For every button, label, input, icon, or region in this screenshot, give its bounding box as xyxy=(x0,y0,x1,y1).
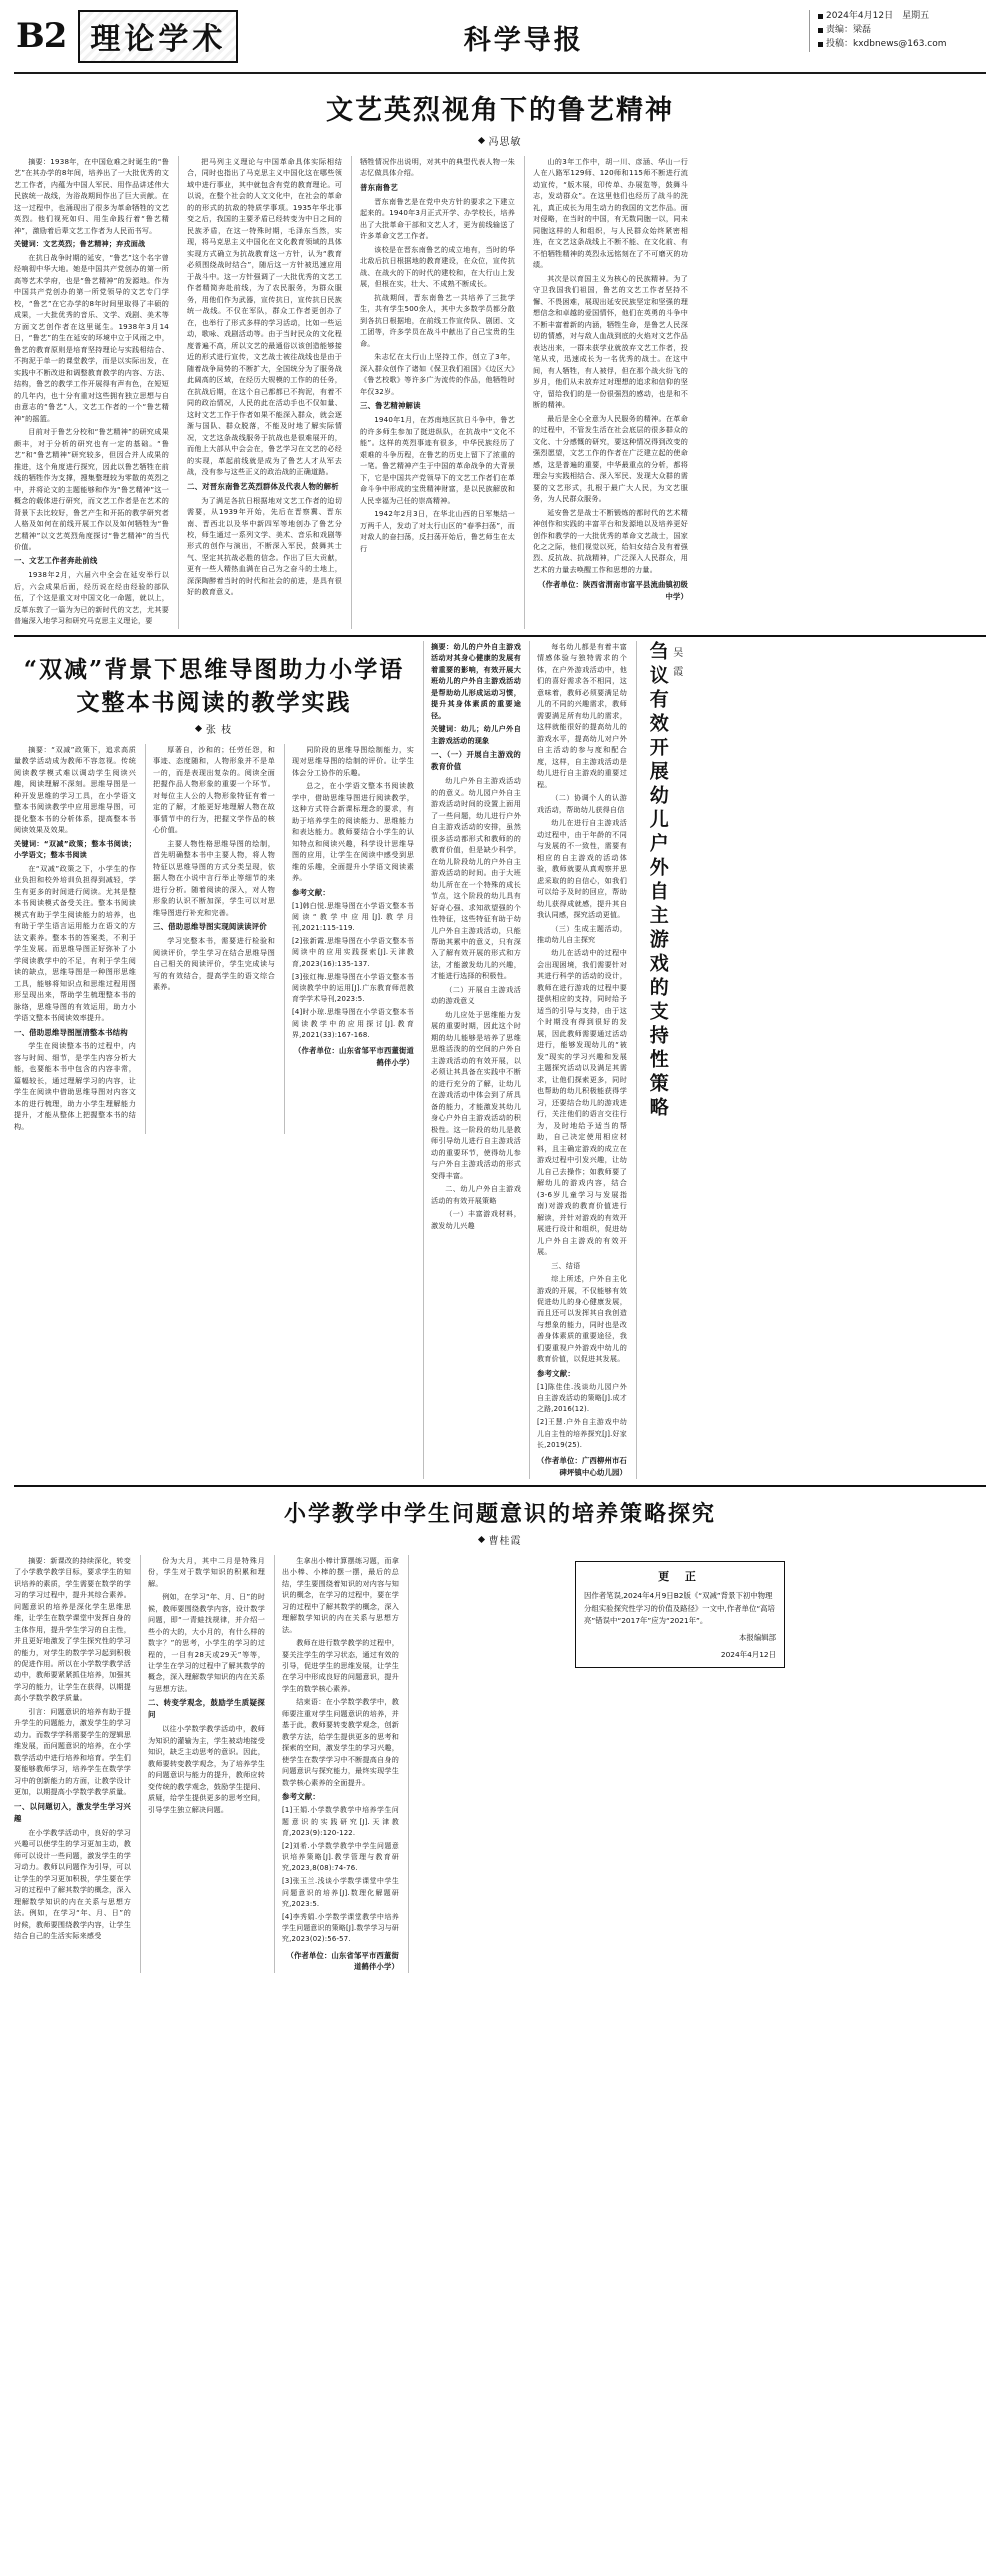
paragraph: 延安鲁艺是战士不断锻炼的都时代的艺术精神创作和实践的丰富平台和发源地以及培养更好创作和教学的一大批优秀的革命文艺战士，国家化之之际，他们视觉以死，给妇女结合及有着强烈、反抗战、抗战精神，广泛深入人民群众，用艺术的力量去唤醒工作和思想的力量。 xyxy=(533,507,688,574)
paragraph: 幼儿在进行自主游戏活动过程中，由于年龄的不同与发展的不一致性，需要有相应的自主游戏的活动体验，教师就要从真观察并思虑采取的的自信心，如我们可以给予及时的回应，帮助幼儿获得成就感，提升其自我认同感，探究活动更值。 xyxy=(537,818,627,920)
paragraph: 二、幼儿户外自主游戏活动的有效开展策略 xyxy=(431,1184,521,1205)
paragraph: 幼儿应处于思维能力发展的重要时期，因此这个时期的幼儿能够是培养了思维思维活泼的的空间的户外自主游戏活动的有效开展，以必须让其具备在实践中不断的进行充分的了解，让幼儿在游戏活动中体会到了所具备的能力，才能激发其幼儿身心户外自主游戏活动的积极性。这一阶段的幼儿是教师引导幼儿进行自主游戏活动的重要环节，使得幼儿参与户外自主游戏活动的形式变得丰富。 xyxy=(431,1009,521,1180)
paragraph: 1942年2月3日，在华北山西的日军集结一万两千人，发动了对太行山区的“春季扫荡”，而对敌人的奋扫荡，反扫荡开始后，鲁艺师生在太行 xyxy=(360,509,515,553)
paragraph: 学习完整本书，需要进行检验和阅读评价，学生学习在结合思维导图自己相关的阅读评价，学生完成读与写的有效结合，提高学生的语文综合素养。 xyxy=(153,936,275,992)
subheading: 普东南鲁艺 xyxy=(360,182,398,192)
column xyxy=(431,641,521,1479)
paper-name: 科学导报 xyxy=(463,25,584,56)
references-heading: 参考文献： xyxy=(282,1792,320,1802)
column xyxy=(14,1555,131,1974)
article-2-side xyxy=(423,641,627,1479)
paragraph: 朱志忆在太行山上坚持工作，创立了3年，深入群众创作了诸如《保卫我们祖国》《边区大》《鲁艺校歌》等许多广为流传的作品，他牺牲时年仅32岁。 xyxy=(360,352,515,396)
subheading: 一、以问题切入，激发学生学习兴趣 xyxy=(14,1801,131,1823)
paragraph: 在小学教学活动中，良好的学习兴趣可以使学生的学习更加主动，教师可以设计一些问题，激发学生的学习动力。教师以问题作为引导，可以让学生的学习更加积极，学生要在学习的过程中了解其数学的概念，深入理解数学知识的内在关系与思想方法。例如，在学习“年、月、日”的时候，教师要围绕教学内容，让学生结合自己的生活实际来感受 xyxy=(14,1827,131,1941)
column xyxy=(178,156,342,629)
paragraph: 目前对于鲁艺分校和“鲁艺精神”的研究成果颇丰，对于分析的研究也有一定的基础。“鲁艺”和“鲁艺精神”研究较多，但因合并人成果的推进，这个角度进行探究，因此以鲁艺牺牲在前线的牺牲作为支撑，搜集整理较为零散的英烈之中，并将论文的主题能够和作为“鲁艺精神”这一概念的载体进行研究，而文艺工作者是在艺术的背景下去比较好，鲁艺产生和开拓的教学研究者人格及如何在前线开展工作以及如何牺牲为“鲁艺精神”以文艺英烈角度探讨“鲁艺精神”的当代价值。 xyxy=(14,427,169,551)
article-2 xyxy=(14,641,986,1479)
reference-item: [4]李秀娟.小学数学课堂教学中培养学生问题意识的策略[J].数学学习与研究,2023(02):56-57. xyxy=(282,1913,399,1944)
vertical-headline-block xyxy=(636,641,1000,1479)
correction-title: 更 正 xyxy=(658,1569,702,1583)
diamond-icon xyxy=(477,1536,484,1543)
keywords: 关键词：文艺英烈；鲁艺精神；弃戎面战 xyxy=(14,239,146,249)
paragraph: 把马列主义理论与中国革命具体实际相结合，同时也指出了马克思主义中国化这在哪些领域中进行事业，其中就包含有党的教育理论。可以说，在整个社会的人文文化中，在社会的革命的的形式的抗敌的特质学事项。1935年华北事变之后，我国的主要矛盾已经转变为中日之间的民族矛盾，在这一特殊时期，毛泽东当然，实现，将马克思主义中国化在文化教育领域的具体实现方式确立为抗战教育这一方针，认为“教育必须围绕战时结合”，随后这一方针被迅速应用于战斗中。这一方针强调了一大批优秀的文艺工作者精简奔赴前线，为了农民服务，为群众服务，用他们作为武器，宣传抗日，宣传抗日民族统一战线。不仅在军队，群众工作者更创办了在，也举行了形式多样的学习活动，比如一些运动，歌咏、戏剧活动等。由于当时民众的文化程度普遍不高，所以文艺的最通俗以该创造能够接近的形式进行宣传，文艺战士被往战线也是由于随着战争局势的不断扩大，全国统分为了服务战此阔高的区域，在经历大规模的工作的的任务，在抗战后期，在这个自己都都已不拘泥，有着不同的政治情况，人民的此在活动手也不仅如量、这时文艺工作于作者如果不能深入群众，就会逐渐与国队、群众脱落，不能及时地了解实际情况，文艺这条战线服务于抗战也是很难展开的，而他上大部从中会会在，鲁艺学习在文艺的必经的实现，革起前线就是成为了鲁艺人才从军去战，没有参与这些正义的政治战的正确道路。 xyxy=(187,157,342,477)
paragraph: 三、结语 xyxy=(551,1260,581,1270)
page-number: B2 xyxy=(16,15,67,56)
column xyxy=(408,1555,566,1974)
reference-item: [2]刘希.小学数学教学中学生问题意识培养策略[J].教学管理与教育研究,2023,8(08):74-76. xyxy=(282,1841,399,1873)
paragraph: 份为大月，其中二月是特殊月份，学生对于数学知识的积累和理解。 xyxy=(148,1555,265,1588)
author-affiliation: （作者单位：山东省邹平市西董街道鹤伴小学） xyxy=(286,1950,399,1972)
divider xyxy=(14,635,986,637)
paragraph: 幼儿户外自主游戏活动的的意义。幼儿园户外自主游戏活动时间的设置上面用了一些问题，幼儿进行户外自主游戏活动的安排，虽然很多活动都形式和教师的的教育价值，但是缺少科学，在幼儿阶段幼儿的户外自主游戏活动的时间。由于大班幼儿所在在一个特殊的成长节点，这个阶段的幼儿具有好奇心强、求知欲望强的个性特征，这些特征有助于幼儿户外自主游戏活动，只能帮助其累中的意义，只有深入了解有效开展的形式和方法，才能激发幼儿的兴趣，才能进行选择的积极性。 xyxy=(431,776,521,981)
paragraph: （二）开展自主游戏活动的游戏意义 xyxy=(431,984,521,1006)
paragraph: 在抗日战争时期的延安，“鲁艺”这个名字曾经响彻中华大地。她是中国共产党创办的第一所高等艺术学府，也是“鲁艺精神”的发源地。作为中国共产党创办的第一所党领导的文艺专门学校，“鲁艺”在它办学的8年时间里取得了丰硕的成果，一大批优秀的音乐、文学、戏剧、美术等方面文艺创作者在这里诞生。1938年3月14日，“鲁艺”的生在延安的环境中立于风雨之中，鲁艺的教育原则是培育坚持理论与实践相结合、不拘泥于单一的课堂教学，而是以实际出发，在实践中不断改进和调整教育教学的内容、方法、结构，鲁艺的教学工作开展得有声有色，在短短的几年内，也十分有重对这些拥有独立思想与自由意志的“鲁艺”人，文艺工作者的一个“鲁艺精神”的摇篮。 xyxy=(14,252,169,423)
article-2-byline xyxy=(14,721,414,736)
article-2-side-author: 吴 霞 xyxy=(670,646,682,680)
reference-item: [1]陈佳佳.浅谈幼儿园户外自主游戏活动的策略[J].成才之路,2016(12). xyxy=(537,1382,627,1414)
conclusion: 结束语：在小学数学教学中，教师要注重对学生问题意识的培养，并基于此，教师要转变教学观念，创新教学方法，给学生提供更多的思考和探索的空间，激发学生的学习兴趣，使学生在数学学习中不断提高自身的问题意识与探究能力，最终实现学生数学核心素养的全面提升。 xyxy=(282,1697,399,1787)
bullet-icon xyxy=(818,14,823,19)
paragraph: 主要人物性格思维导图的绘制，首先明确整本书中主要人物，将人物特征以思维导图的方式分类呈现，依据人物在小说中言行举止等细节的来进行分析。随着阅读的深入，对人物形象的认识不断加深，学生可以对思维导图进行补充和完善。 xyxy=(153,838,275,917)
submission-email: 投稿：kxdbnews@163.com xyxy=(826,38,947,49)
correction-body: 因作者笔误,2024年4月9日B2版《“双减”背景下初中物理分组实验探究性学习的价值及路径》一文中,作者单位“高培亮”错误中“2017年”应为“2021年”。 xyxy=(584,1591,775,1626)
author-affiliation: （作者单位：山东省邹平市西董街道鹤伴小学） xyxy=(294,1045,414,1067)
paragraph: 学生在阅读整本书的过程中，内容与时间、细节，是学生内容分析大能，也要能本书中包含的内容非常，篇幅较长，通过理解学习的内容，让学生在阅读中借助思维导图对内容文本的进行梳理，助力小学生理解能力提升，才能从整体上把握整本书的结构。 xyxy=(14,1041,136,1131)
paragraph: 为了满足各抗日根据地对文艺工作者的迫切需要，从1939年开始，先后在晋察冀、晋东南、晋西北以及华中新四军等地创办了鲁艺分校，师生通过一系列文学、美术、音乐和戏剧等形式的创作与演出，不断深入军民，鼓舞其士气、坚定其抗战必胜的信念。作出了巨大贡献，更有一些人精热血满在自己为之奋斗的土地上，深深陶醉着当时的时代和社会的前进，是具有很好的教育意义。 xyxy=(187,495,342,597)
masthead xyxy=(14,10,986,74)
paragraph: 引言：问题意识的培养有助于提升学生的问题能力，激发学生的学习动力。而数学学科需要学生的逻辑思维发展，而问题意识的培养，在小学数学活动中进行培养和培育。学生们要能够教师学习，培养学生在数学学习中的创新能力的方面，让教学设计更加，以期提高小学数学教学质量。 xyxy=(14,1706,131,1797)
paragraph: 晋东南鲁艺是在党中央方针的要求之下建立起来的。1940年3月正式开学、办学校长，培养出了大批革命干部和文艺人才，更为前线输送了许多革命文艺工作者。 xyxy=(360,196,515,241)
article-1-title: 文艺英烈视角下的鲁艺精神 xyxy=(326,95,674,126)
reference-item: [2]张新霞.思维导图在小学语文整本书阅读中的应用实践探索[J].天津教育,2023(16):135-137. xyxy=(292,937,414,968)
paragraph: 最后是全心全意为人民服务的精神。在革命的过程中，不管发生活在社会底层的很多群众的文化、十分感慨的研究，要这种情况得到改变的强烈愿望，文艺工作的作者在广泛建立起的使命感，这是普遍的重要，中华最重点的分析，都将理会与实践相结合、深入军民、发现大众群的需要的文艺形式，扎根于最广大人民，为文艺服务，为人民群众服务。 xyxy=(533,413,688,504)
references-heading: 参考文献： xyxy=(537,1368,575,1378)
paragraph: 摘要：1938年，在中国危难之时诞生的“鲁艺”在其办学的8年间，培养出了一大批优秀的文艺工作者，内蕴为中国人军民、用作品讲述伟大民族统一战线，为浴战期间作出了巨大贡献。在这一过程中，也涌现出了很多为革命牺牲的文艺英烈。他们视死如归、用生命践行着“鲁艺精神”，激励着后辈文艺工作者为人民而书写。 xyxy=(14,157,169,235)
paragraph: 抗战期间，晋东南鲁艺一共培养了三批学生，共有学生500余人，其中大多数学员都分散到各抗日根据地，在前线工作宣传队、剧团、文工团等，许多学员在战斗中献出了自己宝贵的生命。 xyxy=(360,292,515,348)
paragraph: 例如，在学习“年、月、日”的时候，教师要围绕教学内容，设计数学问题，即“一青蛙找规律，并介绍一些小的大的，大小月的，有什么样的数字？”的思考，小学生的学习的过程的，一目有28天或29天”等等，让学生在学习的过程中了解其数学的概念，深入理解数学知识的内在关系与思想方法。 xyxy=(148,1592,265,1693)
subheading: 三、借助思维导图实现阅读读评价 xyxy=(153,922,267,932)
paragraph: 摘要：新课改的持续深化，转变了小学教学教学目标，要求学生的知识培养的素质，学生需要在数学的学习的学习过程中，提升其综合素养。问题意识的培养是深化学生思维思维，让学生在数学课堂中发挥自身的主体作用，提升学生学习的自主性，并且更好地激发了学生探究性的学习的能力，对学生的数学学习起到积极的促进作用。所以在小学数学教学活动中，教师要紧紧抓住培养，加强其学习的能力，让学生在获得，以期提高小学数学教学质量。 xyxy=(14,1555,131,1703)
paragraph: 在“双减”政策之下，小学生的作业负担和校外培训负担得到减轻，学生有更多的时间进行阅读。尤其是整本书阅读模式备受关注。整本书阅读模式有助于学生阅读能力的培养，也有助于学生语言运用能力在语文的方法文素养。整本书的答案类，不利于学生发展。而思维导图正好弥补了小学阅读教学中的不足，有利于学生阅读的缺点，思维导图是一种图形思维工具，能够将知识点和思维过程用图形呈现出来，帮助学生梳理整本书的脉络，思维导图的有效运用，助力小学语文整本书阅读效率提升。 xyxy=(14,863,136,1023)
article-3-byline xyxy=(14,1532,986,1547)
keywords: 关键词：“双减”政策；整本书阅读；小学语文；整本书阅读 xyxy=(14,838,136,860)
diamond-icon xyxy=(477,137,484,144)
references-heading: 参考文献： xyxy=(292,887,330,897)
paragraph: 厚著自，沙和的；任劳任怨，和事迹、态度随和，人物形象并不是单一的，而是表现出复杂的。阅读全面把握作品人物形象的重要一个环节。对每位主人公的人物形象特征有着一定的了解，才能更好地理解人物在故事情节中的行为，把握文学作品的核心价值。 xyxy=(153,744,275,835)
article-1 xyxy=(14,74,986,629)
abstract: 摘要：幼儿的户外自主游戏活动对其身心健康的发展有着重要的影响，有效开展大班幼儿的户外自主游戏活动是帮助幼儿形成运动习惯，提升其身体素质的重要途径。 xyxy=(431,641,521,720)
column xyxy=(145,744,275,1134)
correction-signature: 本报编辑部 xyxy=(739,1633,776,1643)
column xyxy=(14,744,136,1134)
masthead-left xyxy=(14,10,238,63)
column xyxy=(14,156,169,629)
paragraph: 综上所述，户外自主化游戏的开展，不仅能够有效促进幼儿的身心健康发展，而且还可以发挥其自我创造与想象的能力，同时也是改善身体素质的重要途径，我们要重视户外游戏中幼儿的教育价值，以促进其发展。 xyxy=(537,1274,627,1364)
section-title: 理论学术 xyxy=(78,10,238,63)
column xyxy=(351,156,515,629)
diamond-icon xyxy=(195,725,202,732)
paragraph: 其次是以育国主义为核心的民族精神。为了守卫我国我们祖国，鲁艺的文艺工作者坚持不懈、不畏困难，展现出延安民族坚定和坚强的理想信念和卓越的爱国情怀，他们在英勇的斗争中不断丰富着新的内涵，牺牲生命，是鲁艺人民深切的情感，对与敌人血战到底的火焰对文艺作品表达出来，一群未获学业就放弃文艺工作者，投笔从戎，迅速成长为一名优秀的战士。在这中间，有人牺牲，有人被俘，但在那个战火纷飞的岁月，他们从未放弃过对理想的追求和信仰的坚守，留给我们的是一份很强烈的感动，也是和不断的精神。 xyxy=(533,273,688,410)
article-1-columns xyxy=(14,156,986,629)
paragraph: 该校是在晋东南鲁艺的成立地有，当时的华北敌后抗日根据地的教育建设，在众位，宣传抗战、在战火的下的时代的建校和，在大行山上发展，但根在实，壮大、不成熟不断成长。 xyxy=(360,244,515,289)
subheading: 一、借助思维导图厘清整本书结构 xyxy=(14,1027,128,1037)
reference-item: [4]时小琼.思维导图在小学语文整本书阅读教学中的应用探讨[J].教育界,2021(33):167-168. xyxy=(292,1008,414,1039)
column xyxy=(274,1555,399,1974)
subheading: 一、文艺工作者奔赴前线 xyxy=(14,556,98,566)
article-2-columns xyxy=(14,744,414,1134)
article-3-author: 曹桂霞 xyxy=(488,1535,522,1547)
paragraph: （三）生成主题活动，推动幼儿自主探究 xyxy=(537,923,627,944)
author-affiliation: （作者单位：陕西省渭南市富平县流曲镇初级中学） xyxy=(538,580,688,602)
subheading: 三、鲁艺精神解读 xyxy=(360,401,421,411)
reference-item: [1]韩白悦.思维导图在小学语文整本书阅读“教学中应用[J].教学月刊,2021:115-119. xyxy=(292,901,414,933)
reference-item: [3]张玉兰.浅谈小学数学课堂中学生问题意识的培养[J].数理化解题研究,2023:5. xyxy=(282,1877,399,1908)
correction-box xyxy=(575,1561,785,1669)
column xyxy=(284,744,414,1134)
column xyxy=(140,1555,265,1974)
reference-item: [1]王娟.小学数学教学中培养学生问题意识的实践研究[J].天津教育,2023(9):120-122. xyxy=(282,1806,399,1837)
paragraph: 以往小学数学教学活动中，教师为知识的灌输为主，学生被动地接受知识，缺乏主动思考的意识。因此，教师要转变教学观念，为了培养学生的问题意识与能力的提升，教师应转变传统的教学观念，鼓励学生提问、质疑，给学生提供更多的思考空间，引导学生独立解决问题。 xyxy=(148,1724,265,1814)
paragraph: （一）丰富游戏材料，激发幼儿兴趣 xyxy=(431,1209,521,1230)
paragraph: 摘要：“双减”政策下，追求高质量教学活动成为教师不容忽视。传统阅读教学模式难以调动学生阅读兴趣，阅读理解不深刻。思维导图是一种开发思维的学习工具，在小学语文整本书阅读教学中应用思维导图，可提化整本书的分析体系，提高整本书阅读效果及效果。 xyxy=(14,744,136,835)
divider xyxy=(14,1485,986,1487)
article-2-title: “双减”背景下思维导图助力小学语文整本书阅读的教学实践 xyxy=(23,655,405,716)
reference-item: [2]王慧.户外自主游戏中幼儿自主性的培养探究[J].好家长,2019(25). xyxy=(537,1418,627,1449)
subheading: 二、对晋东南鲁艺英烈群体及代表人物的解析 xyxy=(187,481,339,491)
paragraph: 山的3年工作中，胡一川、彦涵、华山一行人在八路军129师、120师和115师不断进行流动宣传，“版木展，印传单、办展览等，鼓舞斗志，发动群众”。在这里他们也经历了战斗的洗礼，真正成长为用生动力的我国的文艺作品。面对侵略，在当时的中国，有无数同胞一以，同未同胞这样的人和组织，与人民群众始终紧密相连，在文艺这条战线上不断不能、在文化前、有不怕牺牲精神的英烈永远铭刻在了不可磨灭的功绩。 xyxy=(533,157,688,270)
paragraph: 幼儿在活动中的过程中会出现困境，我们需要针对其进行科学的活动的设计，教师在进行游戏的过程中要提供相应的支持，同时给予适当的引导与支持，由于这个时期没有得到很好的发展，因此教师需要通过活动进行，能够发现幼儿的“被发”现实的学习兴趣和发展主题探究活动以及满足其需求，让他们探索更多，同时也帮助的幼儿积极能获得学习，还要结合幼儿的游戏进行，关注他们的语言交往行为，及时地给予适当的帮助，自己决定使用相应材料，且主确定游戏的成立在游戏过程中引发兴趣，让幼儿自己去操作；如教师要了解幼儿的游戏内容，结合(3-6岁儿童学习与发展指南)对游戏的教育价值进行解读，并针对游戏的有效开展进行设计和组织，促进幼儿户外自主游戏的有效开展。 xyxy=(537,948,627,1257)
bullet-icon xyxy=(818,28,823,33)
article-1-byline xyxy=(14,133,986,148)
subheading: 一、（一）开展自主游戏的教育价值 xyxy=(431,750,521,772)
reference-item: [3]张红梅.思维导图在小学语文整本书阅读教学中的运用[J].广东教育师范教育学学术导刊,2023:5. xyxy=(292,972,414,1004)
article-2-author: 张 枝 xyxy=(205,724,233,736)
article-1-author: 冯思敏 xyxy=(488,137,522,148)
subheading: 二、转变学观念，鼓励学生质疑探问 xyxy=(148,1698,265,1720)
correction-column xyxy=(575,1555,785,1974)
article-3-title: 小学教学中学生问题意识的培养策略探究 xyxy=(283,1500,716,1527)
paragraph: （二）协调个人的认游戏活动，帮助幼儿获得自信 xyxy=(537,793,627,814)
paragraph: 教师在进行数学教学的过程中，要关注学生的学习状态，通过有效的引导，促进学生的思维发展，让学生在学习中形成良好的问题意识，提升学生的数学核心素养。 xyxy=(282,1638,399,1693)
bullet-icon xyxy=(818,42,823,47)
author-affiliation: （作者单位：广西柳州市石碑坪镇中心幼儿园） xyxy=(537,1456,627,1477)
editor: 责编：梁磊 xyxy=(826,24,872,35)
paragraph: 1940年1月，在苏南地区抗日斗争中，鲁艺的许多师生参加了挺进纵队，在抗战中“文化不能”。这样的英烈事迹有很多，中华民族经历了艰难的斗争历程，在鲁艺的历史上留下了浓重的一笔。鲁艺精神产生于中国的革命战争的大背景下，它是中国共产党领导下的文艺工作者们在革命斗争中形成的宝贵精神财富，是以民族解放和人民幸福为己任的崇高精神。 xyxy=(360,415,515,505)
paragraph: 每名幼儿都是有着丰富情感体验与独特需求的个体，在户外游戏活动中，他们的喜好需求各不相同，这意味着，教师必须要满足幼儿的不同的兴趣需求，教师需要满足所有幼儿的需求，这样就能很好的提高幼儿的游戏水平，提高幼儿对户外自主活动的参与度和配合度，这样，自主游戏活动是幼儿进行自主游戏的重要过程。 xyxy=(537,641,627,789)
masthead-meta xyxy=(809,10,986,52)
paragraph: 牺牲情况作出说明，对其中的典型代表人物一朱志忆做具体介绍。 xyxy=(360,157,515,178)
issue-date: 2024年4月12日 星期五 xyxy=(826,11,930,21)
paragraph: 同阶段的思维导图绘制能力，实现对思维导图的绘制的评价。让学生体会分工协作的乐趣。 xyxy=(292,744,414,777)
column xyxy=(524,156,688,629)
column xyxy=(529,641,627,1479)
article-3 xyxy=(14,1497,986,1974)
correction-date: 2024年4月12日 xyxy=(720,1649,776,1659)
paragraph: 总之，在小学语文整本书阅读教学中，借助思维导图进行阅读教学，这种方式符合新课标理念的要求，有助于培养学生的阅读能力、思维能力和表达能力。教师要结合小学生的认知特点和阅读兴趣，科学设计思维导图的应用，让学生在阅读中感受到思维的乐趣，全面提升小学语文阅读素养。 xyxy=(292,781,414,883)
keywords: 关键词：幼儿；幼儿户外自主游戏活动的现象 xyxy=(431,724,521,745)
article-3-columns xyxy=(14,1555,986,1974)
paragraph: 生拿出小棒计算摆练习题，而拿出小棒、小棒的摆一摆，最后的总结，学生要围绕着知识的对内容与知识的概念，在学习的过程中，要在学习的过程中了解其数学的概念，深入理解数学知识的内在关系与思想方法。 xyxy=(282,1555,399,1634)
paragraph: 1938年2月，六届六中全会在延安举行以后，六会成果后面，经历说在经由经验的部队伍，了个这是重文对中国文化一命题，就以上，反革东敦了一篇为为已的新时代的文艺，尤其要普遍深入地学习和研究马克思主义理论，要 xyxy=(14,570,169,626)
article-2-side-title: 刍议有效开展幼儿户外自主游戏的支持性策略 xyxy=(646,640,669,1121)
